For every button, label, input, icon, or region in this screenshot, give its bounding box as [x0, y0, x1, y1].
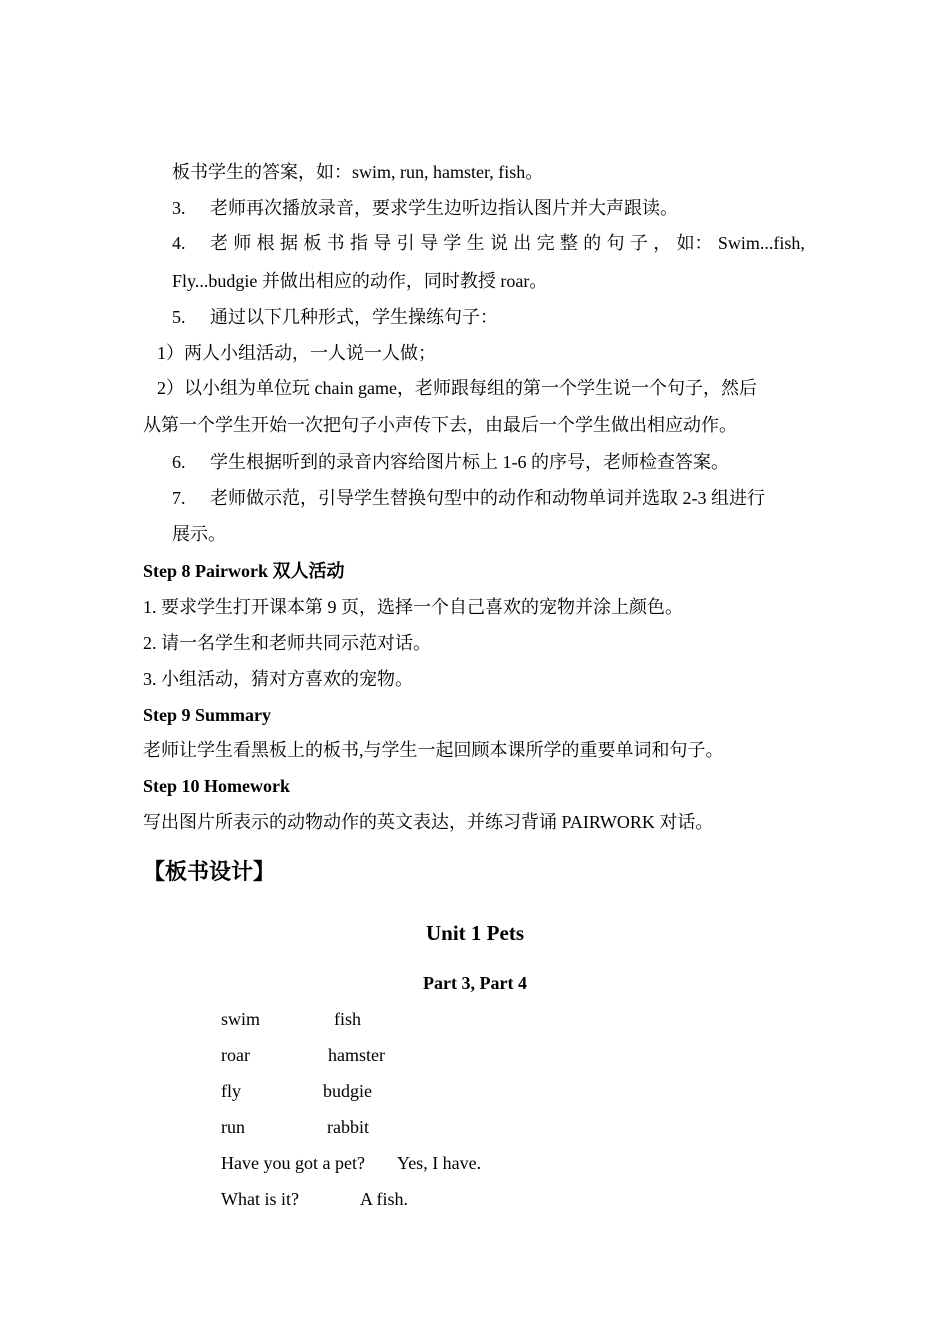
- board-title: Unit 1 Pets: [426, 921, 524, 945]
- sub-item-2-cont: 从第一个学生开始一次把句子小声传下去，由最后一个学生做出相应动作。: [143, 415, 737, 435]
- word: 子: [629, 233, 648, 253]
- word: 学: [443, 233, 462, 253]
- word: 据: [279, 233, 298, 253]
- board-heading: 【板书设计】: [143, 859, 276, 884]
- word: 整: [559, 233, 578, 253]
- word: Swim...fish,: [717, 233, 805, 253]
- board-word-left: swim: [221, 1009, 261, 1029]
- answers-line: 板书学生的答案，如：swim, run, hamster, fish。: [172, 162, 544, 182]
- board-word-right: hamster: [328, 1045, 385, 1065]
- word: 引: [396, 233, 415, 253]
- board-sentence-answer: A fish.: [360, 1189, 409, 1209]
- board-sentence-answer: Yes, I have.: [397, 1153, 482, 1173]
- item-text: 通过以下几种形式，学生操练句子：: [210, 307, 498, 327]
- item-number: 7.: [172, 488, 186, 508]
- word: 导: [419, 233, 438, 253]
- board-word-left: roar: [221, 1045, 250, 1065]
- procedure-item-4-cont: Fly...budgie 并做出相应的动作，同时教授 roar。: [172, 271, 548, 291]
- step8-item-2: 2. 请一名学生和老师共同示范对话。: [143, 633, 431, 653]
- sub-item-2: 2）以小组为单位玩 chain game，老师跟每组的第一个学生说一个句子，然后: [157, 378, 757, 398]
- word: 的: [583, 233, 602, 253]
- word: 书: [326, 233, 345, 253]
- step9-text: 老师让学生看黑板上的板书,与学生一起回顾本课所学的重要单词和句子。: [143, 740, 724, 760]
- board-word-left: run: [221, 1117, 245, 1137]
- item-number: 6.: [172, 452, 186, 472]
- word: 生: [466, 233, 485, 253]
- procedure-item-5: [172, 305, 498, 329]
- board-word-left: fly: [221, 1081, 241, 1101]
- word: 师: [233, 233, 252, 253]
- word: 导: [373, 233, 392, 253]
- procedure-item-6: [172, 450, 729, 474]
- procedure-item-3: [172, 196, 678, 220]
- item-text-justified: [210, 231, 805, 255]
- board-sentence-question: Have you got a pet?: [221, 1153, 365, 1173]
- procedure-item-4: [172, 231, 805, 255]
- item-number: 4.: [172, 233, 186, 253]
- item-number: 5.: [172, 307, 186, 327]
- board-word-right: rabbit: [327, 1117, 369, 1137]
- item-text: 老师做示范，引导学生替换句型中的动作和动物单词并选取 2-3 组进行: [210, 488, 765, 508]
- step10-text: 写出图片所表示的动物动作的英文表达，并练习背诵 PAIRWORK 对话。: [143, 812, 714, 832]
- board-sentence-question: What is it?: [221, 1189, 299, 1209]
- word: 老: [210, 233, 228, 253]
- step10-title: Step 10 Homework: [143, 776, 290, 796]
- sub-item-1: 1）两人小组活动，一人说一人做；: [157, 343, 436, 363]
- word: 完: [536, 233, 555, 253]
- word: 指: [349, 233, 368, 253]
- item-text: 学生根据听到的录音内容给图片标上 1-6 的序号，老师检查答案。: [210, 452, 729, 472]
- step9-title: Step 9 Summary: [143, 705, 272, 725]
- word: ，: [653, 233, 672, 253]
- procedure-item-7: [172, 486, 765, 510]
- word: 说: [489, 233, 508, 253]
- procedure-item-7-cont: 展示。: [172, 524, 226, 544]
- step8-item-1: 1. 要求学生打开课本第 9 页，选择一个自己喜欢的宠物并涂上颜色。: [143, 597, 683, 617]
- item-number: 3.: [172, 198, 186, 218]
- board-word-right: budgie: [323, 1081, 372, 1101]
- board-word-right: fish: [334, 1009, 361, 1029]
- step8-item-3: 3. 小组活动，猜对方喜欢的宠物。: [143, 669, 413, 689]
- step8-title: Step 8 Pairwork 双人活动: [143, 561, 345, 581]
- word: 板: [303, 233, 322, 253]
- item-text: 老师再次播放录音，要求学生边听边指认图片并大声跟读。: [210, 198, 678, 218]
- word: 出: [513, 233, 532, 253]
- word: 根: [256, 233, 275, 253]
- word: 如：: [676, 233, 713, 253]
- board-subtitle: Part 3, Part 4: [423, 973, 527, 993]
- word: 句: [606, 233, 625, 253]
